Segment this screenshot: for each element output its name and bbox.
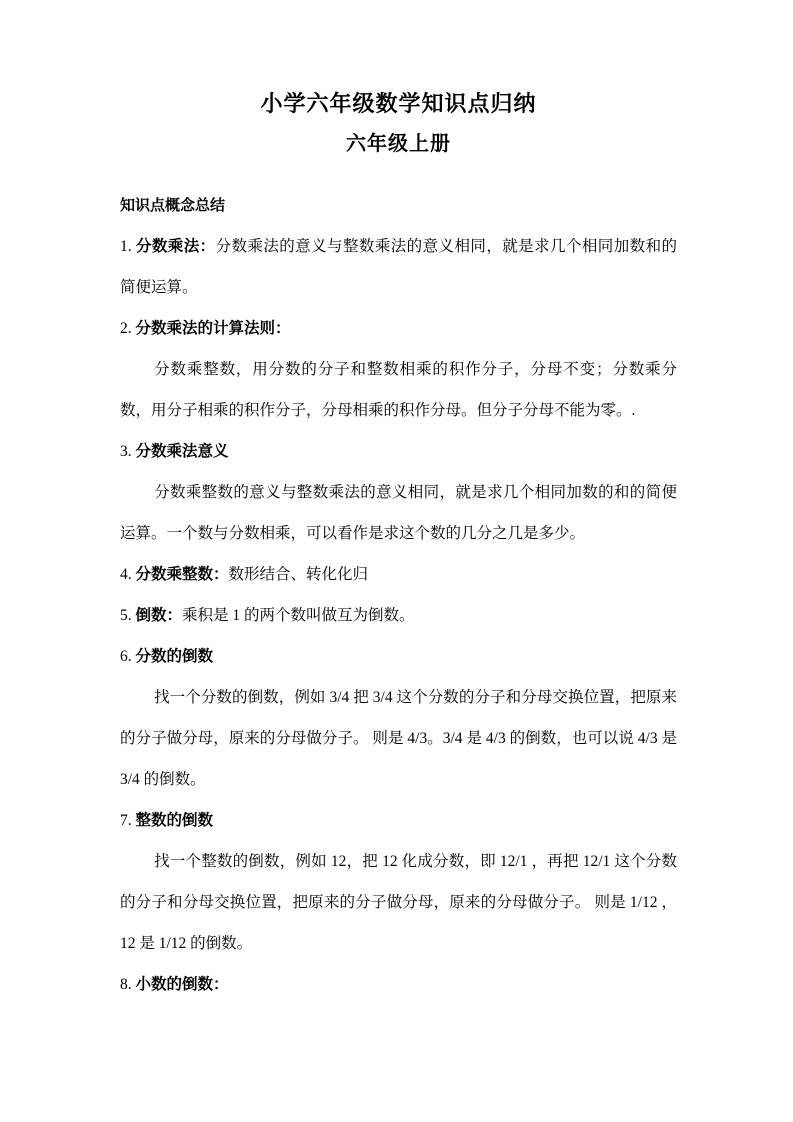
item-text: 数形结合、转化化归 xyxy=(228,565,369,583)
list-item-3 xyxy=(120,431,677,472)
list-item-5 xyxy=(120,595,677,636)
paragraph-text: 分数乘整数，用分数的分子和整数相乘的积作分子，分母不变；分数乘分数，用分子相乘的积作分子，分母相乘的积作分母。但分子分母不能为零。. xyxy=(120,360,677,419)
list-item-7 xyxy=(120,800,677,841)
list-item-1 xyxy=(120,226,677,308)
list-item-6 xyxy=(120,636,677,677)
item-label: 小数的倒数： xyxy=(135,975,229,993)
document-subtitle: 六年级上册 xyxy=(346,132,451,155)
item-number: 8. xyxy=(120,975,136,993)
item-label: 分数乘法意义 xyxy=(135,442,229,460)
item-number: 3. xyxy=(120,442,136,460)
item-label: 分数的倒数 xyxy=(135,647,214,665)
list-item-4 xyxy=(120,554,677,595)
item-label: 分数乘整数： xyxy=(135,565,229,583)
paragraph-rule-of-fraction-multiplication xyxy=(120,349,677,431)
item-text: 乘积是 1 的两个数叫做互为倒数。 xyxy=(182,606,415,624)
document-title: 小学六年级数学知识点归纳 xyxy=(260,91,537,116)
item-label: 分数乘法： xyxy=(135,237,216,255)
item-number: 4. xyxy=(120,565,136,583)
list-item-2 xyxy=(120,308,677,349)
item-label: 分数乘法的计算法则： xyxy=(135,319,291,337)
item-label: 倒数： xyxy=(135,606,183,624)
paragraph-text: 找一个整数的倒数，例如 12，把 12 化成分数，即 12/1 ，再把 12/1 这个分数的分子和分母交换位置，把原来的分子做分母，原来的分母做分子。 则是 1/12 ，12 是 1/12 的倒数。 xyxy=(120,852,677,952)
section-heading: 知识点概念总结 xyxy=(120,197,226,214)
item-number: 7. xyxy=(120,811,136,829)
paragraph-reciprocal-of-integer xyxy=(120,841,677,964)
item-number: 2. xyxy=(120,319,136,337)
item-number: 6. xyxy=(120,647,136,665)
item-label: 整数的倒数 xyxy=(135,811,214,829)
paragraph-text: 找一个分数的倒数，例如 3/4 把 3/4 这个分数的分子和分母交换位置，把原来的分子做分母，原来的分母做分子。 则是 4/3。3/4 是 4/3 的倒数，也可以说 4/3 是 3/4 的倒数。 xyxy=(120,688,677,788)
list-item-8 xyxy=(120,964,677,1005)
paragraph-meaning-of-fraction-multiplication xyxy=(120,472,677,554)
paragraph-reciprocal-of-fraction xyxy=(120,677,677,800)
paragraph-text: 分数乘整数的意义与整数乘法的意义相同，就是求几个相同加数的和的简便运算。一个数与分数相乘，可以看作是求这个数的几分之几是多少。 xyxy=(120,483,677,542)
item-number: 5. xyxy=(120,606,136,624)
item-number: 1. xyxy=(120,237,136,255)
item-text: 分数乘法的意义与整数乘法的意义相同，就是求几个相同加数和的简便运算。 xyxy=(120,237,677,296)
